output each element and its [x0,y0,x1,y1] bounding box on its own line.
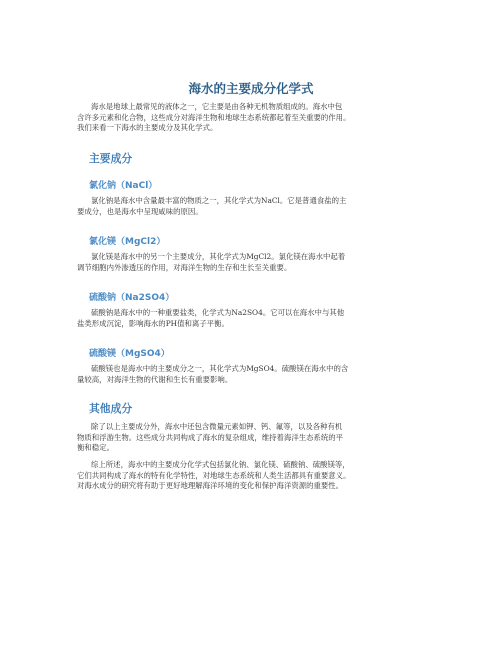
text-line: 调节细胞内外渗透压的作用，对海洋生物的生存和生长至关重要。 [77,262,292,272]
text-line: 盐类形成沉淀，影响海水的PH值和离子平衡。 [77,318,229,328]
text-line: 氯化镁是海水中的另一个主要成分，其化学式为MgCl2。氯化镁在海水中起着 [91,252,346,261]
text-line: 硫酸镁也是海水中的主要成分之一，其化学式为MgSO4。硫酸镁在海水中的含 [91,364,349,373]
other-paragraph [77,422,437,454]
main-components-heading: 主要成分 [89,152,133,165]
text-line: 要成分，也是海水中呈现咸味的原因。 [77,206,203,216]
text-line: 量较高，对海洋生物的代谢和生长有重要影响。 [77,374,233,384]
text-line: 除了以上主要成分外，海水中还包含微量元素如钾、钙、氟等，以及各种有机 [91,422,343,431]
other-components-heading: 其他成分 [89,402,133,415]
section-heading-na2so4: 硫酸钠（Na2SO4） [89,293,175,303]
text-line: 综上所述，海水中的主要成分化学式包括氯化钠、氯化镁、硫酸钠、硫酸镁等， [91,460,350,469]
section-heading-mgso4: 硫酸镁（MgSO4） [89,349,170,359]
conclusion-paragraph [77,460,437,492]
section-heading-nacl: 氯化钠（NaCl） [89,181,158,191]
section-heading-mgcl2: 氯化镁（MgCl2） [89,237,166,247]
page-title: 海水的主要成分化学式 [188,81,314,96]
intro-paragraph [77,102,437,134]
section-paragraph-mgso4 [77,364,437,385]
section-paragraph-na2so4 [77,308,437,329]
text-line: 它们共同构成了海水的特有化学特性，对地球生态系统和人类生活都具有重要意义。 [77,470,351,480]
section-paragraph-mgcl2 [77,252,437,273]
text-line: 含许多元素和化合物，这些成分对海洋生物和地球生态系统都起着至关重要的作用。 [77,112,351,122]
text-line: 我们来看一下海水的主要成分及其化学式。 [77,123,218,133]
text-line: 衡和稳定。 [77,443,114,453]
section-paragraph-nacl [77,196,437,217]
text-line: 对海水成分的研究将有助于更好地理解海洋环境的变化和保护海洋资源的重要性。 [77,481,344,491]
text-line: 海水是地球上最常见的液体之一，它主要是由各种无机物质组成的。海水中包 [91,102,343,111]
text-line: 氯化钠是海水中含量最丰富的物质之一，其化学式为NaCl。它是普通食盐的主 [91,196,347,205]
text-line: 硫酸钠是海水中的一种重要盐类，化学式为Na2SO4。它可以在海水中与其他 [91,308,345,317]
text-line: 物质和浮游生物。这些成分共同构成了海水的复杂组成，维持着海洋生态系统的平 [77,432,344,442]
